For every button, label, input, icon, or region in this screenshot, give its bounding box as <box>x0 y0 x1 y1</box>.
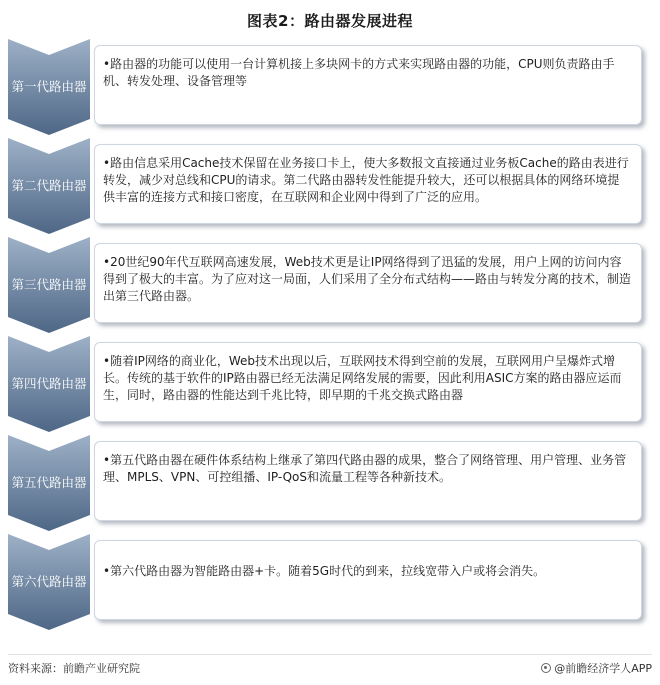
stage-description: •第六代路由器为智能路由器+卡。随着5G时代的到来，拉线宽带入户或将会消失。 <box>103 564 546 578</box>
stage-card <box>94 540 642 620</box>
stage-row <box>8 441 648 523</box>
brand-credit <box>541 660 652 676</box>
stage-label: 第一代路由器 <box>11 79 87 94</box>
stage-description: •随着IP网络的商业化，Web技术出现以后，互联网技术得到空前的发展，互联网用户呈爆炸式增长。传统的基于软件的IP路由器已经无法满足网络发展的需要，因此利用ASIC方案的路由器应运而生，同时，路由器的性能达到千兆比特，即早期的千兆交换式路由器 <box>103 354 622 402</box>
stage-row <box>8 342 648 424</box>
stage-row <box>8 45 648 127</box>
figure-title: 图表2：路由器发展进程 <box>247 12 413 30</box>
stage-card <box>94 441 642 521</box>
stage-label: 第五代路由器 <box>11 475 87 490</box>
stage-description: •第五代路由器在硬件体系结构上继承了第四代路由器的成果，整合了网络管理、用户管理、业务管理、MPLS、VPN、可控组播、IP-QoS和流量工程等各种新技术。 <box>103 453 627 484</box>
stage-description: •20世纪90年代互联网高速发展，Web技术更是让IP网络得到了迅猛的发展，用户上网的访问内容得到了极大的丰富。为了应对这一局面，人们采用了全分布式结构——路由与转发分离的技术，制造出第三代路由器。 <box>103 255 632 303</box>
stage-row <box>8 144 648 226</box>
source-note: 资料来源：前瞻产业研究院 <box>8 662 140 675</box>
stage-description: •路由信息采用Cache技术保留在业务接口卡上，使大多数报文直接通过业务板Cache的路由表进行转发，减少对总线和CPU的请求。第二代路由器转发性能提升较大，还可以根据具体的网络环境提供丰富的连接方式和接口密度，在互联网和企业网中得到了广泛的应用。 <box>103 156 629 204</box>
stage-row <box>8 540 648 622</box>
brand-credit-text: @前瞻经济学人APP <box>554 662 652 675</box>
stage-label: 第四代路由器 <box>11 376 87 391</box>
stage-label: 第三代路由器 <box>11 277 87 292</box>
stage-card <box>94 45 642 125</box>
footer-divider <box>8 654 652 655</box>
brand-logo-icon <box>541 663 551 673</box>
stage-card <box>94 144 642 224</box>
stage-label: 第六代路由器 <box>11 574 87 589</box>
stage-card <box>94 243 642 323</box>
stage-label: 第二代路由器 <box>11 178 87 193</box>
stage-row <box>8 243 648 325</box>
stage-description: •路由器的功能可以使用一台计算机接上多块网卡的方式来实现路由器的功能，CPU则负责路由手机、转发处理、设备管理等 <box>103 57 615 88</box>
stage-card <box>94 342 642 422</box>
